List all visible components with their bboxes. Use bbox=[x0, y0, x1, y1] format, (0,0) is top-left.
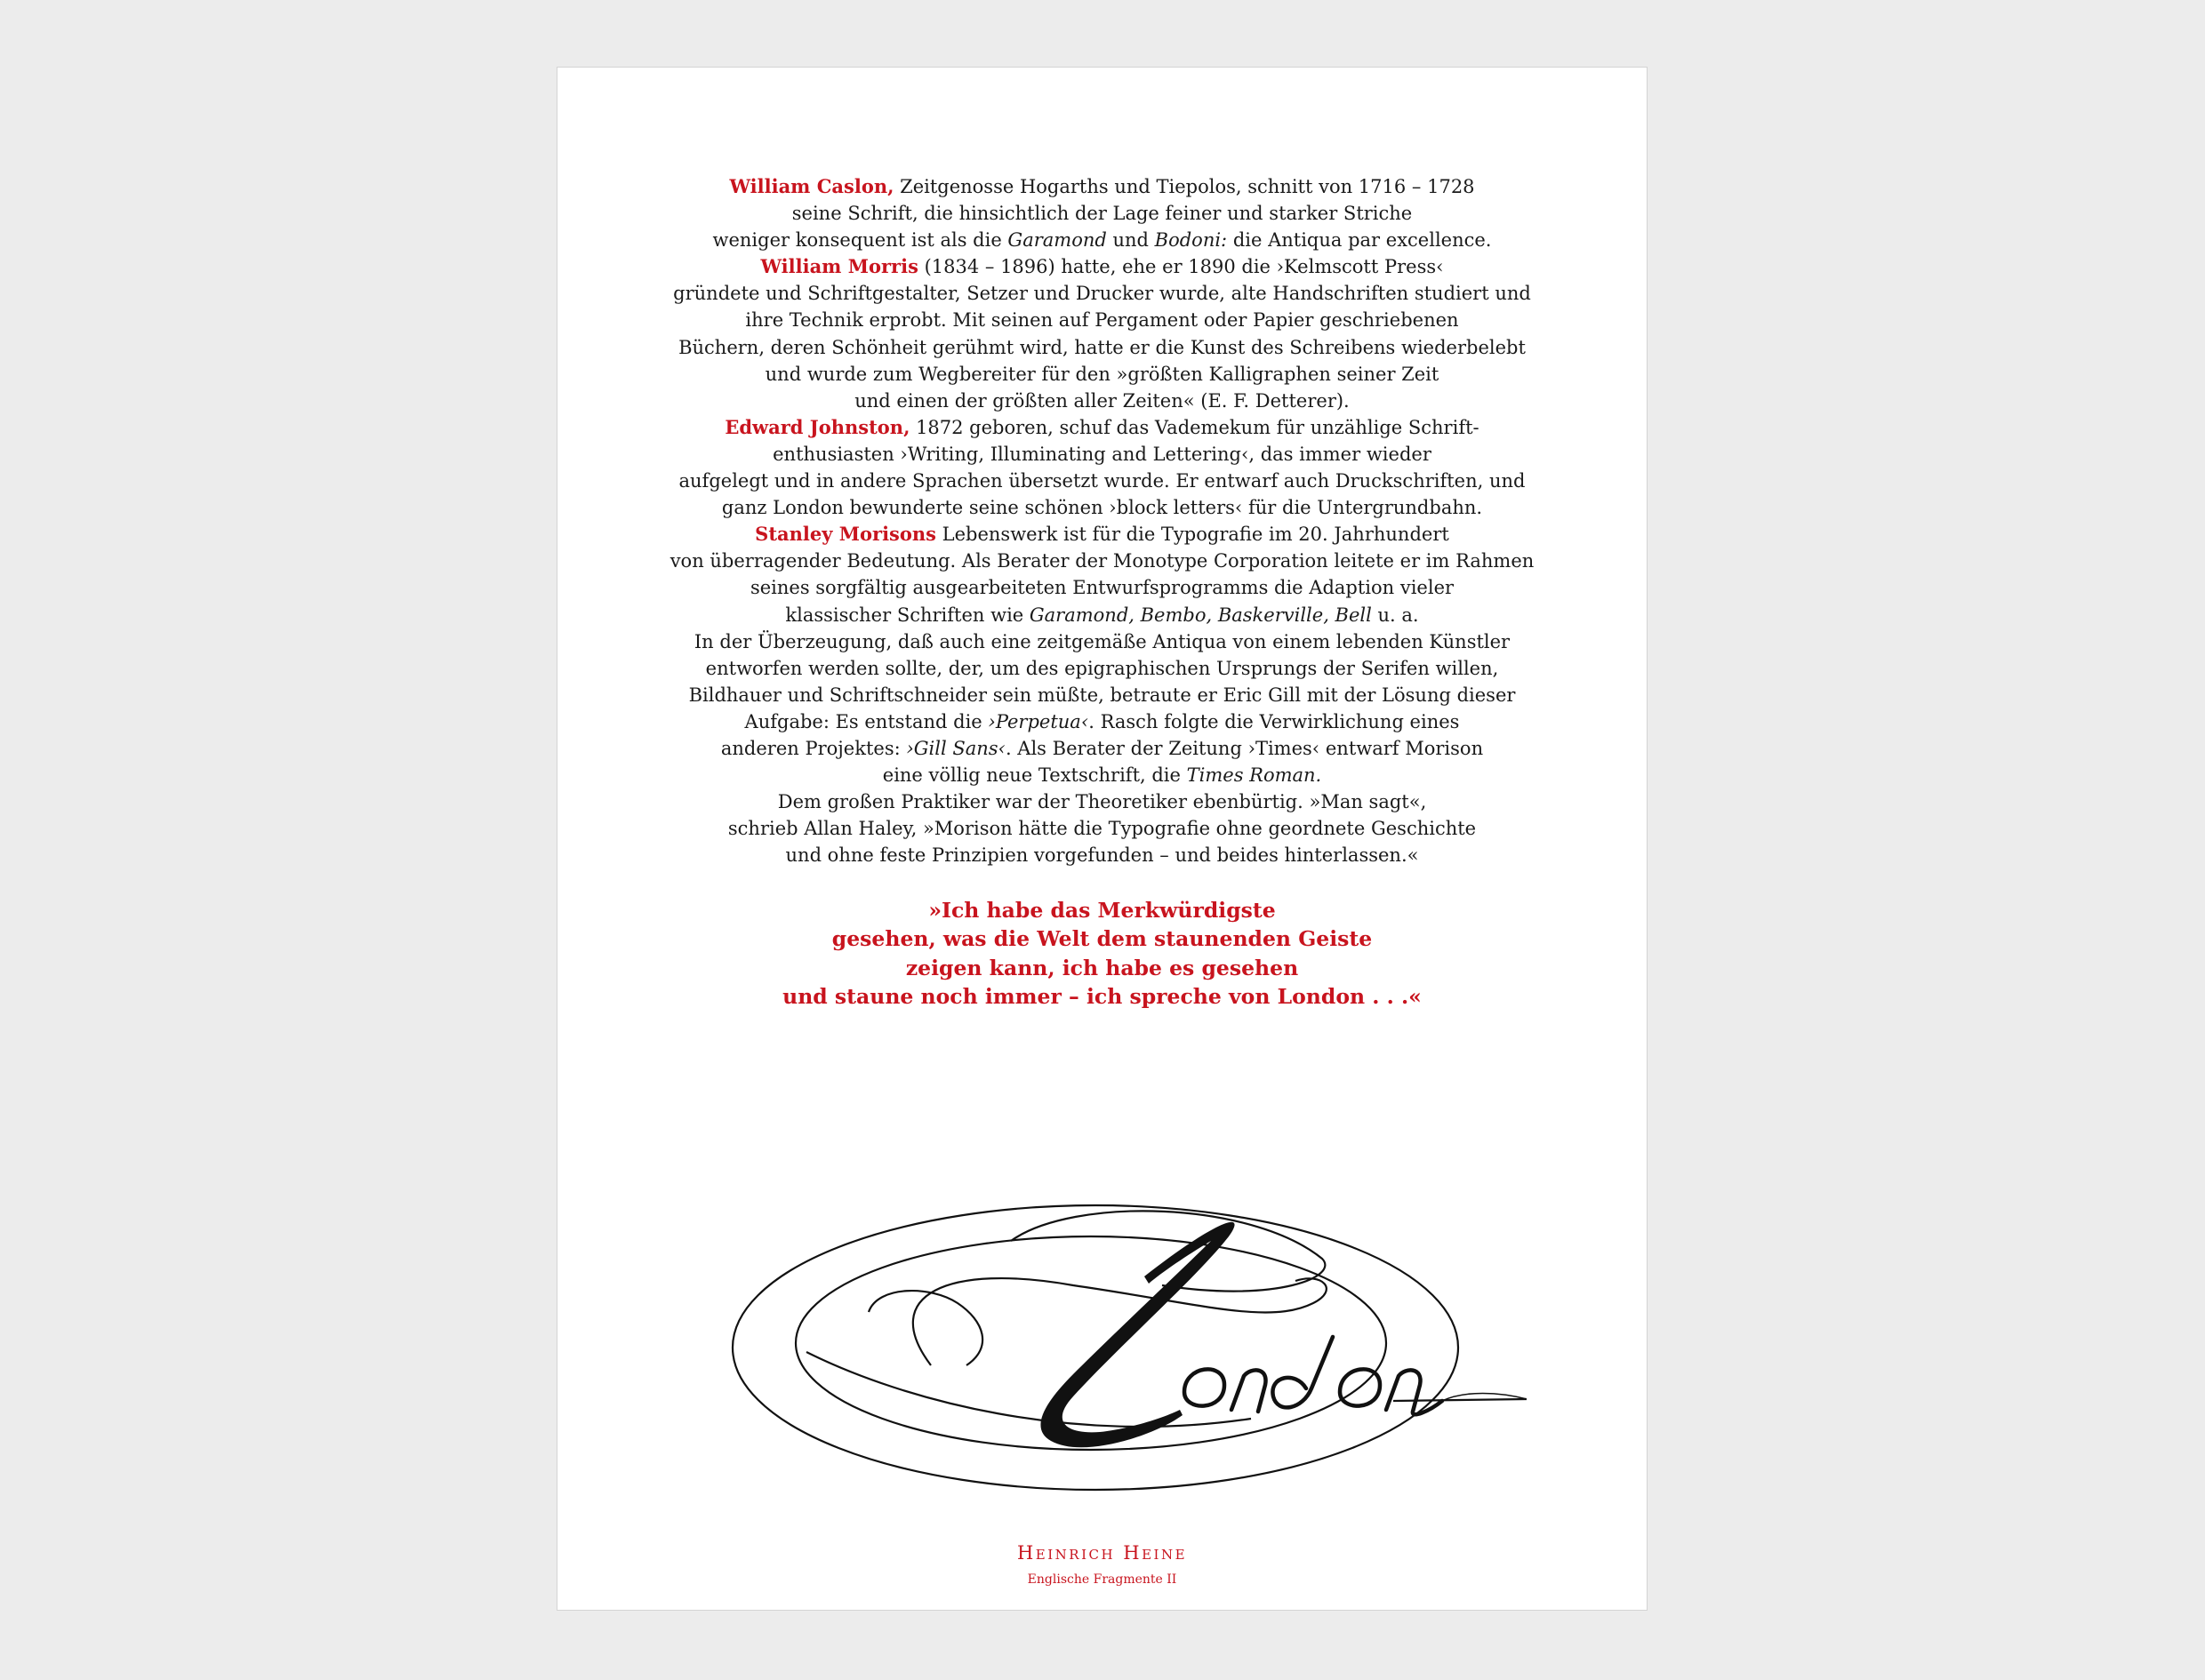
text-run: ihre Technik erprobt. Mit seinen auf Pergament oder Papier geschriebenen bbox=[745, 309, 1459, 332]
body-line bbox=[557, 173, 1647, 200]
person-name: Edward Johnston, bbox=[725, 415, 910, 438]
text-run: anderen Projektes: bbox=[720, 737, 907, 759]
text-run: enthusiasten ›Writing, Illuminating and Lettering‹, das immer wieder bbox=[773, 443, 1431, 465]
body-line bbox=[557, 388, 1647, 414]
text-run: 1872 geboren, schuf das Vademekum für unzählige Schrift- bbox=[910, 416, 1479, 438]
page bbox=[557, 67, 1648, 1611]
body-line bbox=[557, 762, 1647, 788]
person-name: William Caslon, bbox=[729, 175, 894, 197]
text-run: Büchern, deren Schönheit gerühmt wird, hatte er die Kunst des Schreibens wiederbelebt bbox=[678, 336, 1526, 358]
text-run: und einen der größten aller Zeiten« (E. F. Detterer). bbox=[854, 389, 1350, 412]
body-line bbox=[557, 361, 1647, 388]
body-line bbox=[557, 227, 1647, 253]
text-run: . Rasch folgte die Verwirklichung eines bbox=[1088, 710, 1460, 732]
body-line bbox=[557, 708, 1647, 735]
body-line bbox=[557, 253, 1647, 280]
person-name: William Morris bbox=[760, 255, 918, 278]
italic-text: Garamond, Bembo, Baskerville, Bell bbox=[1029, 604, 1372, 626]
body-line bbox=[557, 468, 1647, 494]
text-run: Zeitgenosse Hogarths und Tiepolos, schnitt von 1716 – 1728 bbox=[894, 176, 1475, 197]
italic-text: Times Roman. bbox=[1186, 764, 1322, 787]
body-line bbox=[557, 307, 1647, 333]
text-run: Lebenswerk ist für die Typografie im 20. Jahrhundert bbox=[935, 524, 1449, 546]
text-run: Bildhauer und Schriftschneider sein müßte, betraute er Eric Gill mit der Lösung dieser bbox=[688, 684, 1516, 706]
text-run: schrieb Allan Haley, »Morison hätte die Typografie ohne geordnete Geschichte bbox=[727, 818, 1477, 840]
text-run: seine Schrift, die hinsichtlich der Lage feiner und starker Striche bbox=[791, 203, 1413, 225]
text-run: klassischer Schriften wie bbox=[785, 604, 1030, 626]
text-run: Aufgabe: Es entstand die bbox=[744, 710, 989, 732]
quote-author: Heinrich Heine bbox=[1016, 1542, 1188, 1564]
body-line bbox=[557, 494, 1647, 521]
body-line bbox=[557, 200, 1647, 227]
italic-text: Bodoni: bbox=[1154, 229, 1228, 252]
text-run: von überragender Bedeutung. Als Berater der Monotype Corporation leitete er im Rahmen bbox=[670, 550, 1535, 572]
text-run: seines sorgfältig ausgearbeiteten Entwurfsprogramms die Adaption vieler bbox=[750, 577, 1455, 599]
body-line bbox=[557, 735, 1647, 762]
body-line bbox=[557, 815, 1647, 842]
text-run: gründete und Schriftgestalter, Setzer und Drucker wurde, alte Handschriften studiert und bbox=[673, 283, 1531, 305]
body-line bbox=[557, 842, 1647, 868]
body-line bbox=[557, 788, 1647, 815]
italic-text: ›Gill Sans‹ bbox=[906, 737, 1006, 759]
body-line bbox=[557, 682, 1647, 708]
text-run: entworfen werden sollte, der, um des epigraphischen Ursprungs der Serifen willen, bbox=[705, 657, 1499, 679]
quote-line: gesehen, was die Welt dem staunenden Geiste bbox=[831, 926, 1373, 952]
quote-line: und staune noch immer – ich spreche von London . . .« bbox=[782, 983, 1422, 1009]
text-run: ganz London bewunderte seine schönen ›block letters‹ für die Untergrundbahn. bbox=[721, 497, 1483, 519]
body-text bbox=[557, 173, 1647, 868]
heine-quote bbox=[557, 896, 1647, 1011]
text-run: und bbox=[1106, 229, 1155, 252]
text-run: aufgelegt und in andere Sprachen übersetzt wurde. Er entwarf auch Druckschriften, und bbox=[678, 470, 1526, 492]
body-line bbox=[557, 334, 1647, 361]
person-name: Stanley Morisons bbox=[755, 523, 936, 546]
text-run: (1834 – 1896) hatte, ehe er 1890 die ›Kelmscott Press‹ bbox=[918, 256, 1444, 278]
quote-source: Englische Fragmente II bbox=[1027, 1572, 1177, 1587]
london-calligraphy-logo bbox=[700, 1152, 1527, 1508]
quote-line: zeigen kann, ich habe es gesehen bbox=[905, 955, 1299, 980]
body-line bbox=[557, 628, 1647, 655]
text-run: weniger konsequent ist als die bbox=[712, 229, 1008, 252]
text-run: und ohne feste Prinzipien vorgefunden – und beides hinterlassen.« bbox=[785, 844, 1419, 867]
body-line bbox=[557, 602, 1647, 628]
text-run: und wurde zum Wegbereiter für den »größten Kalligraphen seiner Zeit bbox=[765, 363, 1439, 385]
body-line bbox=[557, 655, 1647, 682]
italic-text: ›Perpetua‹ bbox=[988, 710, 1089, 732]
text-run: eine völlig neue Textschrift, die bbox=[882, 764, 1187, 787]
body-line bbox=[557, 574, 1647, 601]
quote-line: »Ich habe das Merkwürdigste bbox=[928, 898, 1276, 923]
body-line bbox=[557, 548, 1647, 574]
text-run: die Antiqua par excellence. bbox=[1227, 229, 1492, 252]
body-line bbox=[557, 280, 1647, 307]
italic-text: Garamond bbox=[1007, 229, 1107, 252]
body-line bbox=[557, 521, 1647, 548]
text-run: . Als Berater der Zeitung ›Times‹ entwarf Morison bbox=[1005, 737, 1484, 759]
body-line bbox=[557, 441, 1647, 468]
text-run: In der Überzeugung, daß auch eine zeitgemäße Antiqua von einem lebenden Künstler bbox=[694, 630, 1511, 652]
text-run: u. a. bbox=[1371, 604, 1419, 626]
body-line bbox=[557, 414, 1647, 441]
text-run: Dem großen Praktiker war der Theoretiker ebenbürtig. »Man sagt«, bbox=[777, 791, 1427, 813]
